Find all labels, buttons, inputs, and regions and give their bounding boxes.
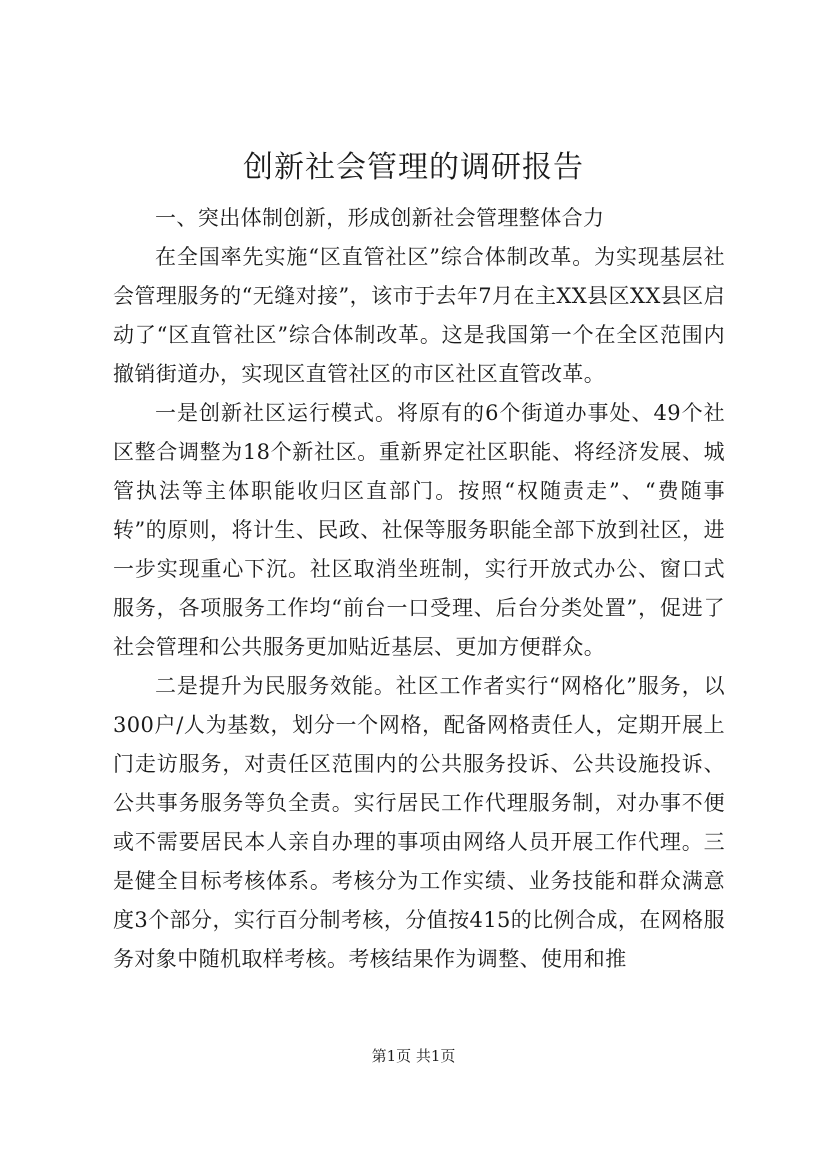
- paragraph-intro: 在全国率先实施“区直管社区”综合体制改革。为实现基层社会管理服务的“无缝对接”，该市于去年7月在主XX县区XX县区启动了“区直管社区”综合体制改革。这是我国第一个在全区范围内撤销街道办，实现区直管社区的市区社区直管改革。: [113, 245, 725, 386]
- page-number-footer: 第1页 共1页: [371, 1047, 456, 1065]
- document-body: [113, 199, 725, 979]
- paragraph-second-point: 二是提升为民服务效能。社区工作者实行“网格化”服务，以300户/人为基数，划分一个网格，配备网格责任人，定期开展上门走访服务，对责任区范围内的公共服务投诉、公共设施投诉、公共事务服务等负全责。实行居民工作代理服务制，对办事不便或不需要居民本人亲自办理的事项由网络人员开展工作代理。三是健全目标考核体系。考核分为工作实绩、业务技能和群众满意度3个部分，实行百分制考核，分值按415的比例合成，在网格服务对象中随机取样考核。考核结果作为调整、使用和推: [113, 674, 725, 971]
- document-title: 创新社会管理的调研报告: [243, 150, 584, 185]
- section-heading: 一、突出体制创新，形成创新社会管理整体合力: [155, 206, 605, 230]
- paragraph-first-point: 一是创新社区运行模式。将原有的6个街道办事处、49个社区整合调整为18个新社区。重新界定社区职能、将经济发展、城管执法等主体职能收归区直部门。按照“权随责走”、“费随事转”的原则，将计生、民政、社保等服务职能全部下放到社区，进一步实现重心下沉。社区取消坐班制，实行开放式办公、窗口式服务，各项服务工作均“前台一口受理、后台分类处置”，促进了社会管理和公共服务更加贴近基层、更加方便群众。: [113, 401, 725, 659]
